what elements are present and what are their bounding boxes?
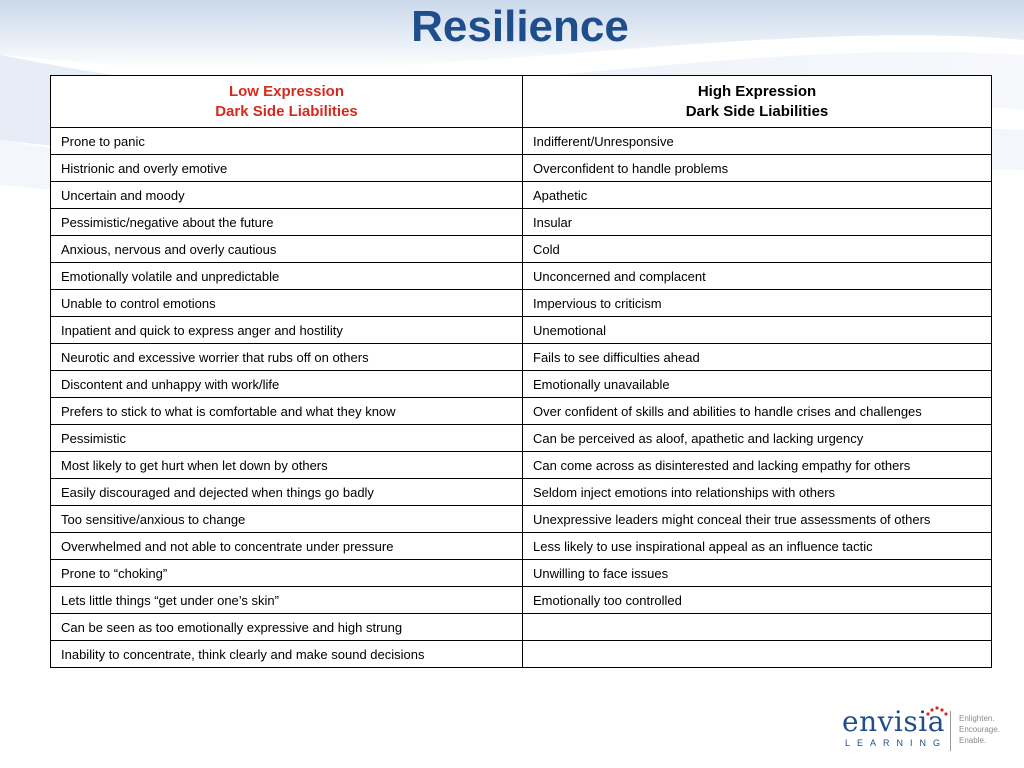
- low-expression-cell: Most likely to get hurt when let down by others: [51, 452, 523, 479]
- low-header-line2: Dark Side Liabilities: [215, 102, 358, 120]
- high-expression-cell: Indifferent/Unresponsive: [523, 128, 992, 155]
- table-row: [51, 344, 992, 371]
- low-expression-cell: Emotionally volatile and unpredictable: [51, 263, 523, 290]
- high-expression-cell: [523, 641, 992, 668]
- high-expression-cell: [523, 614, 992, 641]
- table-row: [51, 209, 992, 236]
- low-expression-cell: Inability to concentrate, think clearly and make sound decisions: [51, 641, 523, 668]
- low-expression-cell: Lets little things “get under one’s skin”: [51, 587, 523, 614]
- high-expression-cell: Emotionally too controlled: [523, 587, 992, 614]
- high-expression-cell: Can come across as disinterested and lacking empathy for others: [523, 452, 992, 479]
- high-expression-cell: Cold: [523, 236, 992, 263]
- low-expression-cell: Unable to control emotions: [51, 290, 523, 317]
- table-row: [51, 587, 992, 614]
- high-expression-cell: Seldom inject emotions into relationships with others: [523, 479, 992, 506]
- high-expression-cell: Fails to see difficulties ahead: [523, 344, 992, 371]
- table-row: [51, 317, 992, 344]
- logo-tagline-line: Encourage.: [959, 725, 1000, 734]
- table-row: [51, 452, 992, 479]
- logo-wordmark: envisia: [842, 705, 945, 738]
- high-expression-header: [523, 76, 992, 128]
- high-expression-cell: Unwilling to face issues: [523, 560, 992, 587]
- high-expression-cell: Apathetic: [523, 182, 992, 209]
- table-row: [51, 236, 992, 263]
- table-row: [51, 479, 992, 506]
- logo-subtitle: LEARNING: [845, 738, 948, 748]
- low-expression-header: [51, 76, 523, 128]
- high-expression-cell: Can be perceived as aloof, apathetic and lacking urgency: [523, 425, 992, 452]
- table-header-row: [51, 76, 992, 128]
- table-row: [51, 155, 992, 182]
- high-expression-cell: Less likely to use inspirational appeal as an influence tactic: [523, 533, 992, 560]
- table-row: [51, 398, 992, 425]
- logo-tagline: [959, 713, 1000, 746]
- low-expression-cell: Can be seen as too emotionally expressive and high strung: [51, 614, 523, 641]
- low-expression-cell: Uncertain and moody: [51, 182, 523, 209]
- table-body: [51, 128, 992, 668]
- table-row: [51, 533, 992, 560]
- low-expression-cell: Inpatient and quick to express anger and hostility: [51, 317, 523, 344]
- table-row: [51, 614, 992, 641]
- liabilities-table: [50, 75, 992, 668]
- table-row: [51, 425, 992, 452]
- high-expression-cell: Unconcerned and complacent: [523, 263, 992, 290]
- page-title: Resilience: [411, 2, 629, 51]
- low-expression-cell: Too sensitive/anxious to change: [51, 506, 523, 533]
- table-row: [51, 263, 992, 290]
- low-header-line1: Low Expression: [228, 82, 345, 100]
- table-row: [51, 290, 992, 317]
- high-expression-cell: Overconfident to handle problems: [523, 155, 992, 182]
- high-expression-cell: Unemotional: [523, 317, 992, 344]
- low-expression-cell: Pessimistic/negative about the future: [51, 209, 523, 236]
- low-expression-cell: Pessimistic: [51, 425, 523, 452]
- low-expression-cell: Histrionic and overly emotive: [51, 155, 523, 182]
- high-expression-cell: Insular: [523, 209, 992, 236]
- high-expression-cell: Unexpressive leaders might conceal their true assessments of others: [523, 506, 992, 533]
- low-expression-cell: Discontent and unhappy with work/life: [51, 371, 523, 398]
- high-header-line1: High Expression: [697, 82, 817, 100]
- table-row: [51, 641, 992, 668]
- logo-tagline-line: Enlighten.: [959, 714, 995, 723]
- table-row: [51, 371, 992, 398]
- low-expression-cell: Prefers to stick to what is comfortable and what they know: [51, 398, 523, 425]
- table-row: [51, 560, 992, 587]
- low-expression-cell: Anxious, nervous and overly cautious: [51, 236, 523, 263]
- table-row: [51, 128, 992, 155]
- high-expression-cell: Emotionally unavailable: [523, 371, 992, 398]
- low-expression-cell: Neurotic and excessive worrier that rubs off on others: [51, 344, 523, 371]
- table-row: [51, 506, 992, 533]
- low-expression-cell: Overwhelmed and not able to concentrate under pressure: [51, 533, 523, 560]
- low-expression-cell: Easily discouraged and dejected when things go badly: [51, 479, 523, 506]
- envisia-learning-logo: [842, 705, 1022, 755]
- high-header-line2: Dark Side Liabilities: [685, 102, 829, 120]
- logo-divider: [950, 711, 951, 751]
- low-expression-cell: Prone to panic: [51, 128, 523, 155]
- low-expression-cell: Prone to “choking”: [51, 560, 523, 587]
- logo-tagline-line: Enable.: [959, 736, 987, 745]
- high-expression-cell: Over confident of skills and abilities to handle crises and challenges: [523, 398, 992, 425]
- table-row: [51, 182, 992, 209]
- high-expression-cell: Impervious to criticism: [523, 290, 992, 317]
